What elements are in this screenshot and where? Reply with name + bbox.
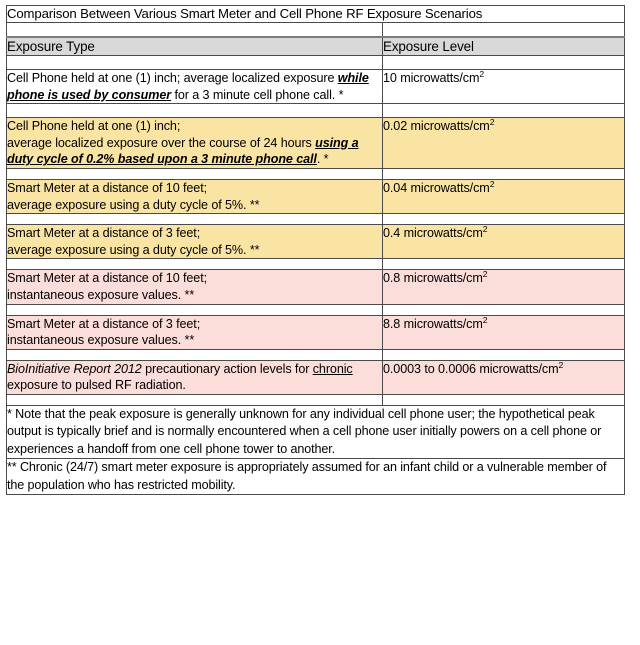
spacer-cell-left <box>7 56 383 70</box>
column-header-exposure-type: Exposure Type <box>7 37 383 56</box>
spacer-row <box>7 349 625 360</box>
text-segment: average localized exposure over the course of 24 <box>7 135 278 150</box>
column-header-exposure-level: Exposure Level <box>383 37 625 56</box>
text-segment: average exposure using a duty cycle of 5%. ** <box>7 197 260 212</box>
spacer-cell-right <box>383 104 625 118</box>
text-segment: Cell Phone held at one (1) inch; <box>7 119 181 134</box>
spacer-cell-left <box>7 304 383 315</box>
footnote-row <box>7 459 625 495</box>
spacer-cell-right <box>383 259 625 270</box>
text-segment: Cell Phone held at one (1) inch; average localized <box>7 71 280 85</box>
text-segment: exposure to pulsed RF radiation. <box>7 378 186 393</box>
level-value: 0.8 microwatts/cm <box>383 271 483 286</box>
text-segment: . * <box>316 152 329 167</box>
level-exponent: 2 <box>482 314 488 325</box>
table-row <box>7 225 625 259</box>
level-exponent: 2 <box>489 117 495 127</box>
spacer-row <box>7 104 625 118</box>
table-row <box>7 179 625 213</box>
text-segment: Smart Meter at a distance of 3 feet; <box>7 316 201 331</box>
spacer-cell-left <box>7 259 383 270</box>
text-segment: exposure <box>283 71 338 85</box>
spacer-row <box>7 214 625 225</box>
cell-exposure-level-cell-phone-peak <box>383 70 625 104</box>
text-segment: average exposure using a duty cycle of 5%. ** <box>7 242 260 257</box>
emphasis-segment: BioInitiative Report 2012 <box>7 361 142 376</box>
cell-exposure-type-smart-meter-3ft-avg <box>7 225 383 259</box>
table-row <box>7 118 625 169</box>
level-value: 0.4 microwatts/cm <box>383 226 483 241</box>
cell-exposure-type-smart-meter-10ft-instant <box>7 270 383 304</box>
level-value: 0.0003 to 0.0006 microwatts/cm <box>383 361 559 376</box>
cell-exposure-type-cell-phone-peak <box>7 70 383 104</box>
cell-exposure-level-bioinitiative-2012 <box>383 360 625 394</box>
level-exponent: 2 <box>479 68 485 79</box>
cell-exposure-type-smart-meter-3ft-instant <box>7 315 383 349</box>
cell-exposure-level-smart-meter-10ft-avg <box>383 179 625 213</box>
table-row <box>7 360 625 394</box>
cell-exposure-type-bioinitiative-2012 <box>7 360 383 394</box>
footnote-row <box>7 405 625 458</box>
spacer-cell-right <box>383 214 625 225</box>
level-value: 8.8 microwatts/cm <box>383 316 483 331</box>
emphasis-segment: while phone is used by consumer <box>7 71 369 102</box>
level-exponent: 2 <box>482 223 488 234</box>
spacer-row-title <box>7 23 625 38</box>
level-exponent: 2 <box>558 359 564 370</box>
spacer-cell-right <box>383 168 625 179</box>
spacer-cell-left <box>7 214 383 225</box>
table-header-row <box>7 37 625 56</box>
level-value: 0.02 microwatts/cm <box>383 119 490 134</box>
footnote-single-asterisk: * Note that the peak exposure is generally unknown for any individual cell phone user; the hypothetical peak output is typically brief and is normally encountered when a cell phone user initially powers on a cell phone or experiences a handoff from one cell phone tower to another. <box>7 405 625 458</box>
cell-exposure-level-smart-meter-10ft-instant <box>383 270 625 304</box>
text-segment: instantaneous exposure values. ** <box>7 287 195 302</box>
spacer-row <box>7 394 625 405</box>
spacer-cell-left <box>7 104 383 118</box>
spacer-cell-right <box>383 56 625 70</box>
level-exponent: 2 <box>482 269 488 280</box>
text-segment: Smart Meter at a distance of 3 feet; <box>7 226 201 241</box>
cell-exposure-level-cell-phone-duty-cycle <box>383 118 625 169</box>
level-value: 0.04 microwatts/cm <box>383 180 490 195</box>
text-segment: instantaneous exposure values. ** <box>7 333 195 348</box>
spacer-row-header <box>7 56 625 70</box>
spacer-cell-left <box>7 23 383 38</box>
table-row <box>7 315 625 349</box>
cell-exposure-level-smart-meter-3ft-avg <box>383 225 625 259</box>
cell-exposure-type-cell-phone-duty-cycle <box>7 118 383 169</box>
level-exponent: 2 <box>489 178 495 189</box>
cell-exposure-type-smart-meter-10ft-avg <box>7 179 383 213</box>
spreadsheet-canvas <box>0 5 640 645</box>
level-value: 10 microwatts/cm <box>383 71 480 85</box>
text-segment: hours <box>280 135 316 150</box>
spacer-cell-right <box>383 349 625 360</box>
spacer-row <box>7 304 625 315</box>
spacer-cell-right <box>383 304 625 315</box>
cell-exposure-level-smart-meter-3ft-instant <box>383 315 625 349</box>
table-title-row <box>7 6 625 23</box>
spacer-cell-left <box>7 168 383 179</box>
spacer-cell-left <box>7 349 383 360</box>
text-segment: Smart Meter at a distance of 10 feet; <box>7 180 208 195</box>
footnote-double-asterisk: ** Chronic (24/7) smart meter exposure is appropriately assumed for an infant child or a vulnerable member of the population who has restricted mobility. <box>7 459 625 495</box>
text-segment: precautionary action levels for <box>141 361 313 376</box>
text-segment: Smart Meter at a distance of 10 feet; <box>7 271 208 286</box>
spacer-cell-right <box>383 23 625 38</box>
rf-exposure-comparison-table <box>6 5 625 495</box>
spacer-row <box>7 259 625 270</box>
table-title: Comparison Between Various Smart Meter and Cell Phone RF Exposure Scenarios <box>7 6 625 23</box>
text-segment: for a 3 minute cell phone call. * <box>171 87 344 102</box>
table-row <box>7 270 625 304</box>
spacer-row <box>7 168 625 179</box>
emphasis-segment: chronic <box>312 361 353 376</box>
emphasis-segment: using a duty cycle of 0.2% based upon a 3 minute phone call <box>7 135 359 167</box>
table-row <box>7 70 625 104</box>
spacer-cell-left <box>7 394 383 405</box>
spacer-cell-right <box>383 394 625 405</box>
